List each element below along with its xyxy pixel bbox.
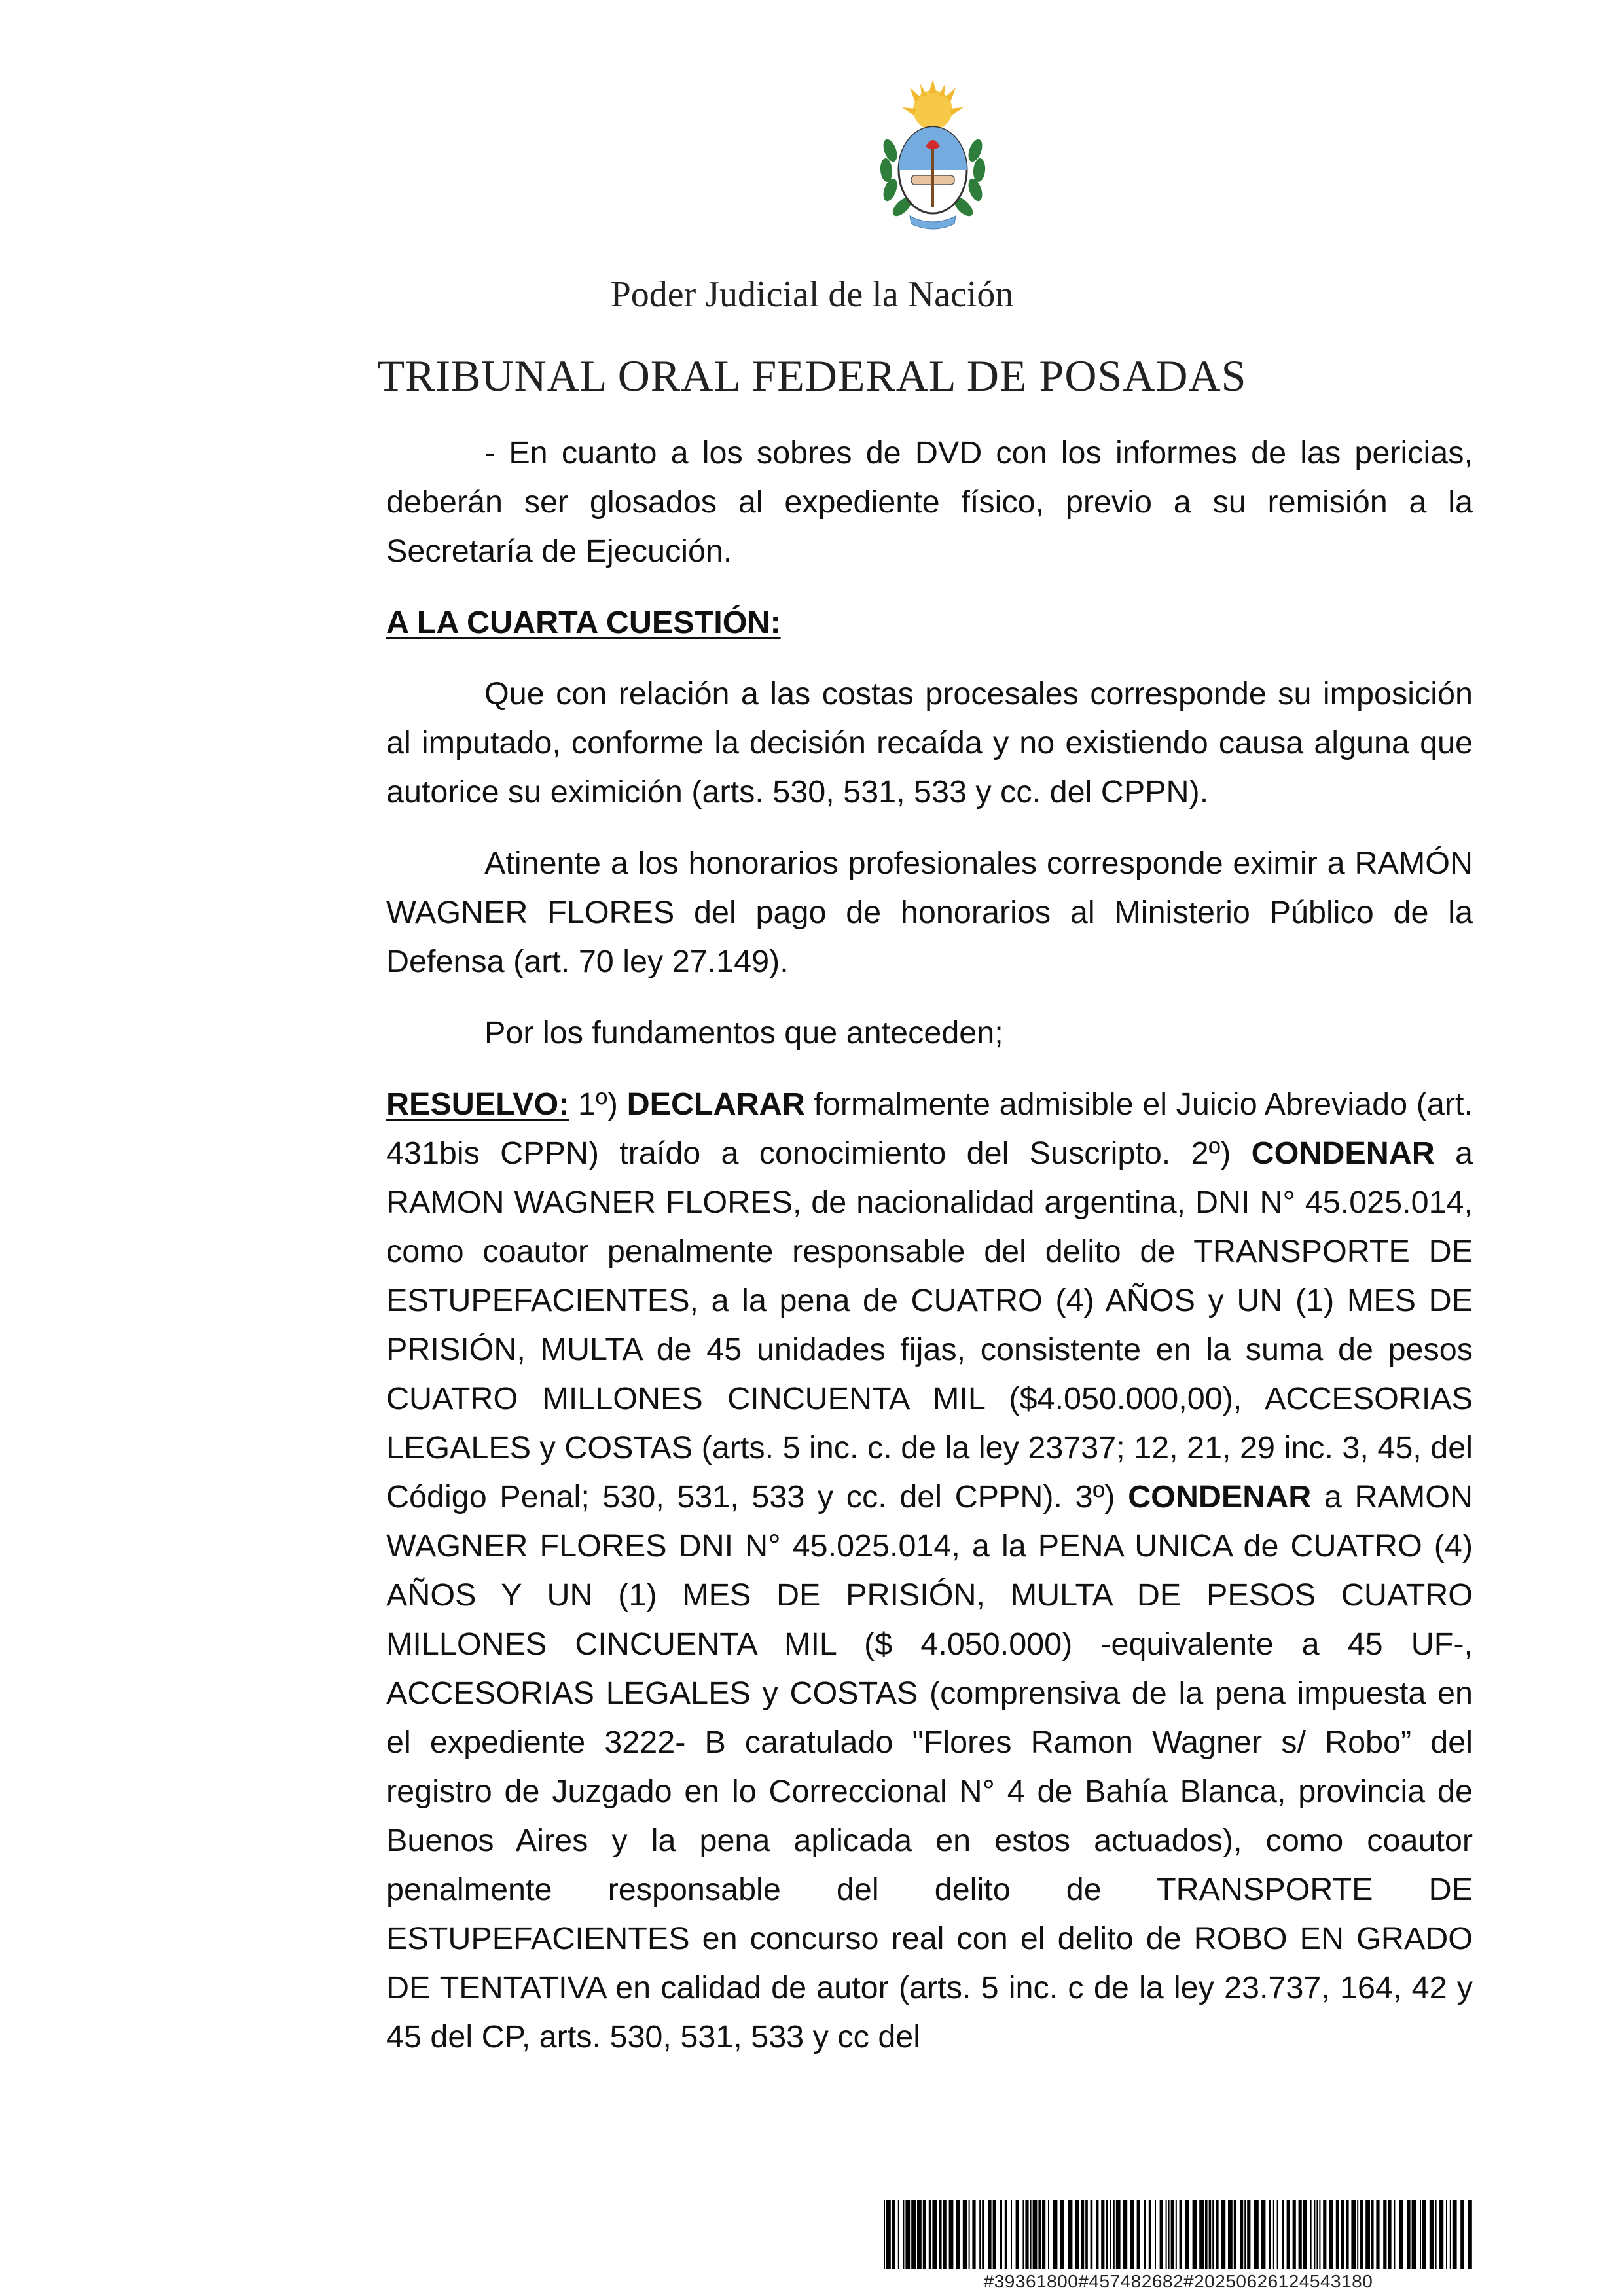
paragraph-honorarios: Atinente a los honorarios profesionales corresponde eximir a RAMÓN WAGNER FLORES del pago de honorarios al Ministerio Público de la Defensa (art. 70 ley 27.149). <box>386 846 1473 979</box>
condenar-keyword: CONDENAR <box>1251 1136 1435 1171</box>
coat-of-arms-icon <box>871 79 995 236</box>
institution-name: Poder Judicial de la Nación <box>610 274 1014 315</box>
condenar-keyword: CONDENAR <box>1128 1479 1312 1515</box>
paragraph-fundamentos: Por los fundamentos que anteceden; <box>484 1015 1003 1050</box>
resuelvo-label: RESUELVO: <box>386 1086 569 1122</box>
paragraph-dvd: - En cuanto a los sobres de DVD con los informes de las pericias, deberán ser glosados al expediente físico, previo a su remisión a la Secretaría de Ejecución. <box>386 435 1473 569</box>
barcode-number: #39361800#457482682#20250626124543180 <box>983 2271 1373 2291</box>
barcode-icon <box>884 2200 1473 2269</box>
declarar-keyword: DECLARAR <box>626 1086 805 1122</box>
court-name: TRIBUNAL ORAL FEDERAL DE POSADAS <box>377 351 1247 401</box>
resolution-body <box>386 429 1473 2084</box>
section-heading-cuarta: A LA CUARTA CUESTIÓN: <box>386 605 781 640</box>
paragraph-costas: Que con relación a las costas procesales corresponde su imposición al imputado, conforme la decisión recaída y no existiendo causa alguna que autorice su eximición (arts. 530, 531, 533 y cc. del CPPN). <box>386 676 1473 810</box>
paragraph-resuelvo: RESUELVO: 1º) DECLARAR formalmente admisible el Juicio Abreviado (art. 431bis CPPN) traído a conocimiento del Suscripto. 2º) CONDENAR a RAMON WAGNER FLORES, de nacionalidad argentina, DNI N° 45.025.014, como coautor penalmente responsable del delito de TRANSPORTE DE ESTUPEFACIENTES, a la pena de CUATRO (4) AÑOS y UN (1) MES DE PRISIÓN, MULTA de 45 unidades fijas, consistente en la suma de pesos CUATRO MILLONES CINCUENTA MIL ($4.050.000,00), ACCESORIAS LEGALES y COSTAS (arts. 5 inc. c. de la ley 23737; 12, 21, 29 inc. 3, 45, del Código Penal; 530, 531, 533 y cc. del CPPN). 3º) CONDENAR a RAMON WAGNER FLORES DNI N° 45.025.014, a la PENA UNICA de CUATRO (4) AÑOS Y UN (1) MES DE PRISIÓN, MULTA DE PESOS CUATRO MILLONES CINCUENTA MIL ($ 4.050.000) -equivalente a 45 UF-, ACCESORIAS LEGALES y COSTAS (comprensiva de la pena impuesta en el expediente 3222- B caratulado "Flores Ramon Wagner s/ Robo” del registro de Juzgado en lo Correccional N° 4 de Bahía Blanca, provincia de Buenos Aires y la pena aplicada en estos actuados), como coautor penalmente responsable del delito de TRANSPORTE DE ESTUPEFACIENTES en concurso real con el delito de ROBO EN GRADO DE TENTATIVA en calidad de autor (arts. 5 inc. c de la ley 23.737, 164, 42 y 45 del CP, arts. 530, 531, 533 y cc del <box>386 1086 1473 2054</box>
